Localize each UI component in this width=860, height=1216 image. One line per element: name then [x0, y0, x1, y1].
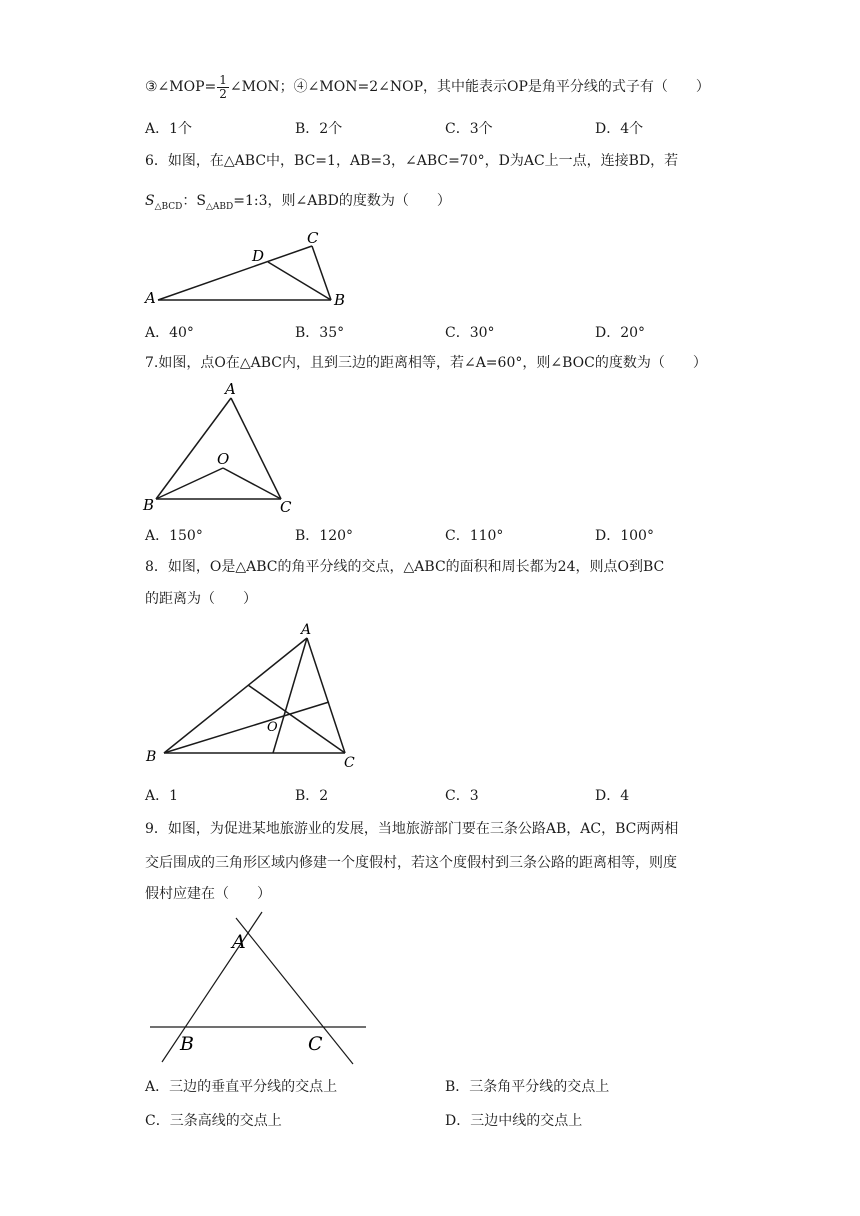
label-o: O [217, 450, 230, 468]
fraction-denominator: 2 [219, 86, 227, 101]
q8-option-d[interactable]: D．4 [595, 788, 630, 804]
label-b: B [334, 291, 346, 309]
q5-statement-line [145, 72, 720, 102]
q7-triangle-figure [140, 378, 300, 516]
q7-option-a[interactable]: A．150° [145, 528, 203, 544]
q9-line1: 9．如图，为促进某地旅游业的发展，当地旅游部门要在三条公路AB，AC，BC两两相 [145, 821, 679, 837]
q9-option-b[interactable]: B．三条角平分线的交点上 [445, 1079, 610, 1095]
label-c: C [308, 1033, 323, 1055]
road-ac [236, 918, 353, 1064]
fraction-numerator: 1 [219, 72, 227, 87]
q6-option-a[interactable]: A．40° [145, 325, 194, 341]
q8-triangle-figure [140, 620, 370, 772]
label-b: B [180, 1033, 194, 1055]
q9-roads-figure [140, 910, 380, 1070]
q5-option-c[interactable]: C．3个 [445, 121, 493, 137]
q7-option-c[interactable]: C．110° [445, 528, 504, 544]
q8-line1: 8．如图，O是△ABC的角平分线的交点，△ABC的面积和周长都为24，则点O到BC [145, 559, 665, 575]
q7-line1: 7.如图，点O在△ABC内，且到三边的距离相等，若∠A=60°，则∠BOC的度数为（ ） [145, 355, 707, 371]
q6-option-d[interactable]: D．20° [595, 325, 646, 341]
q6-option-c[interactable]: C．30° [445, 325, 495, 341]
label-c: C [280, 498, 292, 516]
q6-line1: 6．如图，在△ABC中，BC=1，AB=3，∠ABC=70°，D为AC上一点，连接BD，若 [145, 153, 679, 169]
q5-option-a[interactable]: A．1个 [145, 121, 193, 137]
label-b: B [146, 749, 157, 765]
segment-ab [164, 638, 307, 753]
area-symbol: S [145, 193, 155, 209]
q5-option-b[interactable]: B．2个 [295, 121, 343, 137]
label-a: A [301, 622, 312, 638]
area-subscript-bcd: △BCD [154, 202, 183, 212]
label-c: C [344, 755, 355, 771]
segment-ac [231, 398, 281, 499]
label-a: A [225, 380, 236, 398]
q9-option-c[interactable]: C．三条高线的交点上 [145, 1113, 282, 1129]
q7-option-b[interactable]: B．120° [295, 528, 354, 544]
bisector-from-a [273, 638, 307, 753]
q7-option-d[interactable]: D．100° [595, 528, 654, 544]
label-b: B [143, 496, 155, 514]
q9-line3: 假村应建在（ ） [145, 886, 271, 902]
q8-option-c[interactable]: C．3 [445, 788, 479, 804]
q6-triangle-figure [140, 226, 360, 310]
segment-oc [223, 468, 281, 499]
bisector-from-b [164, 702, 329, 753]
label-c: C [307, 229, 319, 247]
label-o: O [267, 720, 278, 735]
q9-option-a[interactable]: A．三边的垂直平分线的交点上 [145, 1079, 338, 1095]
q6-line2 [145, 186, 720, 222]
label-d: D [252, 247, 265, 265]
segment-ab [156, 398, 231, 499]
label-a: A [145, 289, 156, 307]
segment-ob [156, 468, 223, 499]
q6-line2-rest: =1:3，则∠ABD的度数为（ ） [233, 193, 451, 209]
q8-line2: 的距离为（ ） [145, 591, 257, 607]
road-ab [162, 912, 262, 1062]
q5-prefix: ③∠MOP= [145, 79, 217, 95]
segment-bd [268, 262, 331, 300]
label-a: A [232, 931, 246, 953]
q5-option-d[interactable]: D．4个 [595, 121, 644, 137]
segment-ac [307, 638, 345, 753]
q8-option-a[interactable]: A．1 [145, 788, 179, 804]
area-subscript-abd: △ABD [206, 202, 234, 212]
segment-bc [312, 246, 331, 300]
ratio-colon: ：S [182, 193, 206, 209]
bisector-from-c [248, 685, 345, 753]
q6-option-b[interactable]: B．35° [295, 325, 345, 341]
q5-fraction [217, 74, 229, 101]
q9-line2: 交后围成的三角形区域内修建一个度假村，若这个度假村到三条公路的距离相等，则度 [145, 855, 677, 871]
q9-option-d[interactable]: D．三边中线的交点上 [445, 1113, 583, 1129]
segment-ac [158, 246, 312, 300]
q8-option-b[interactable]: B．2 [295, 788, 329, 804]
q5-rest: ∠MON；④∠MON=2∠NOP，其中能表示OP是角平分线的式子有（ ） [229, 79, 710, 95]
